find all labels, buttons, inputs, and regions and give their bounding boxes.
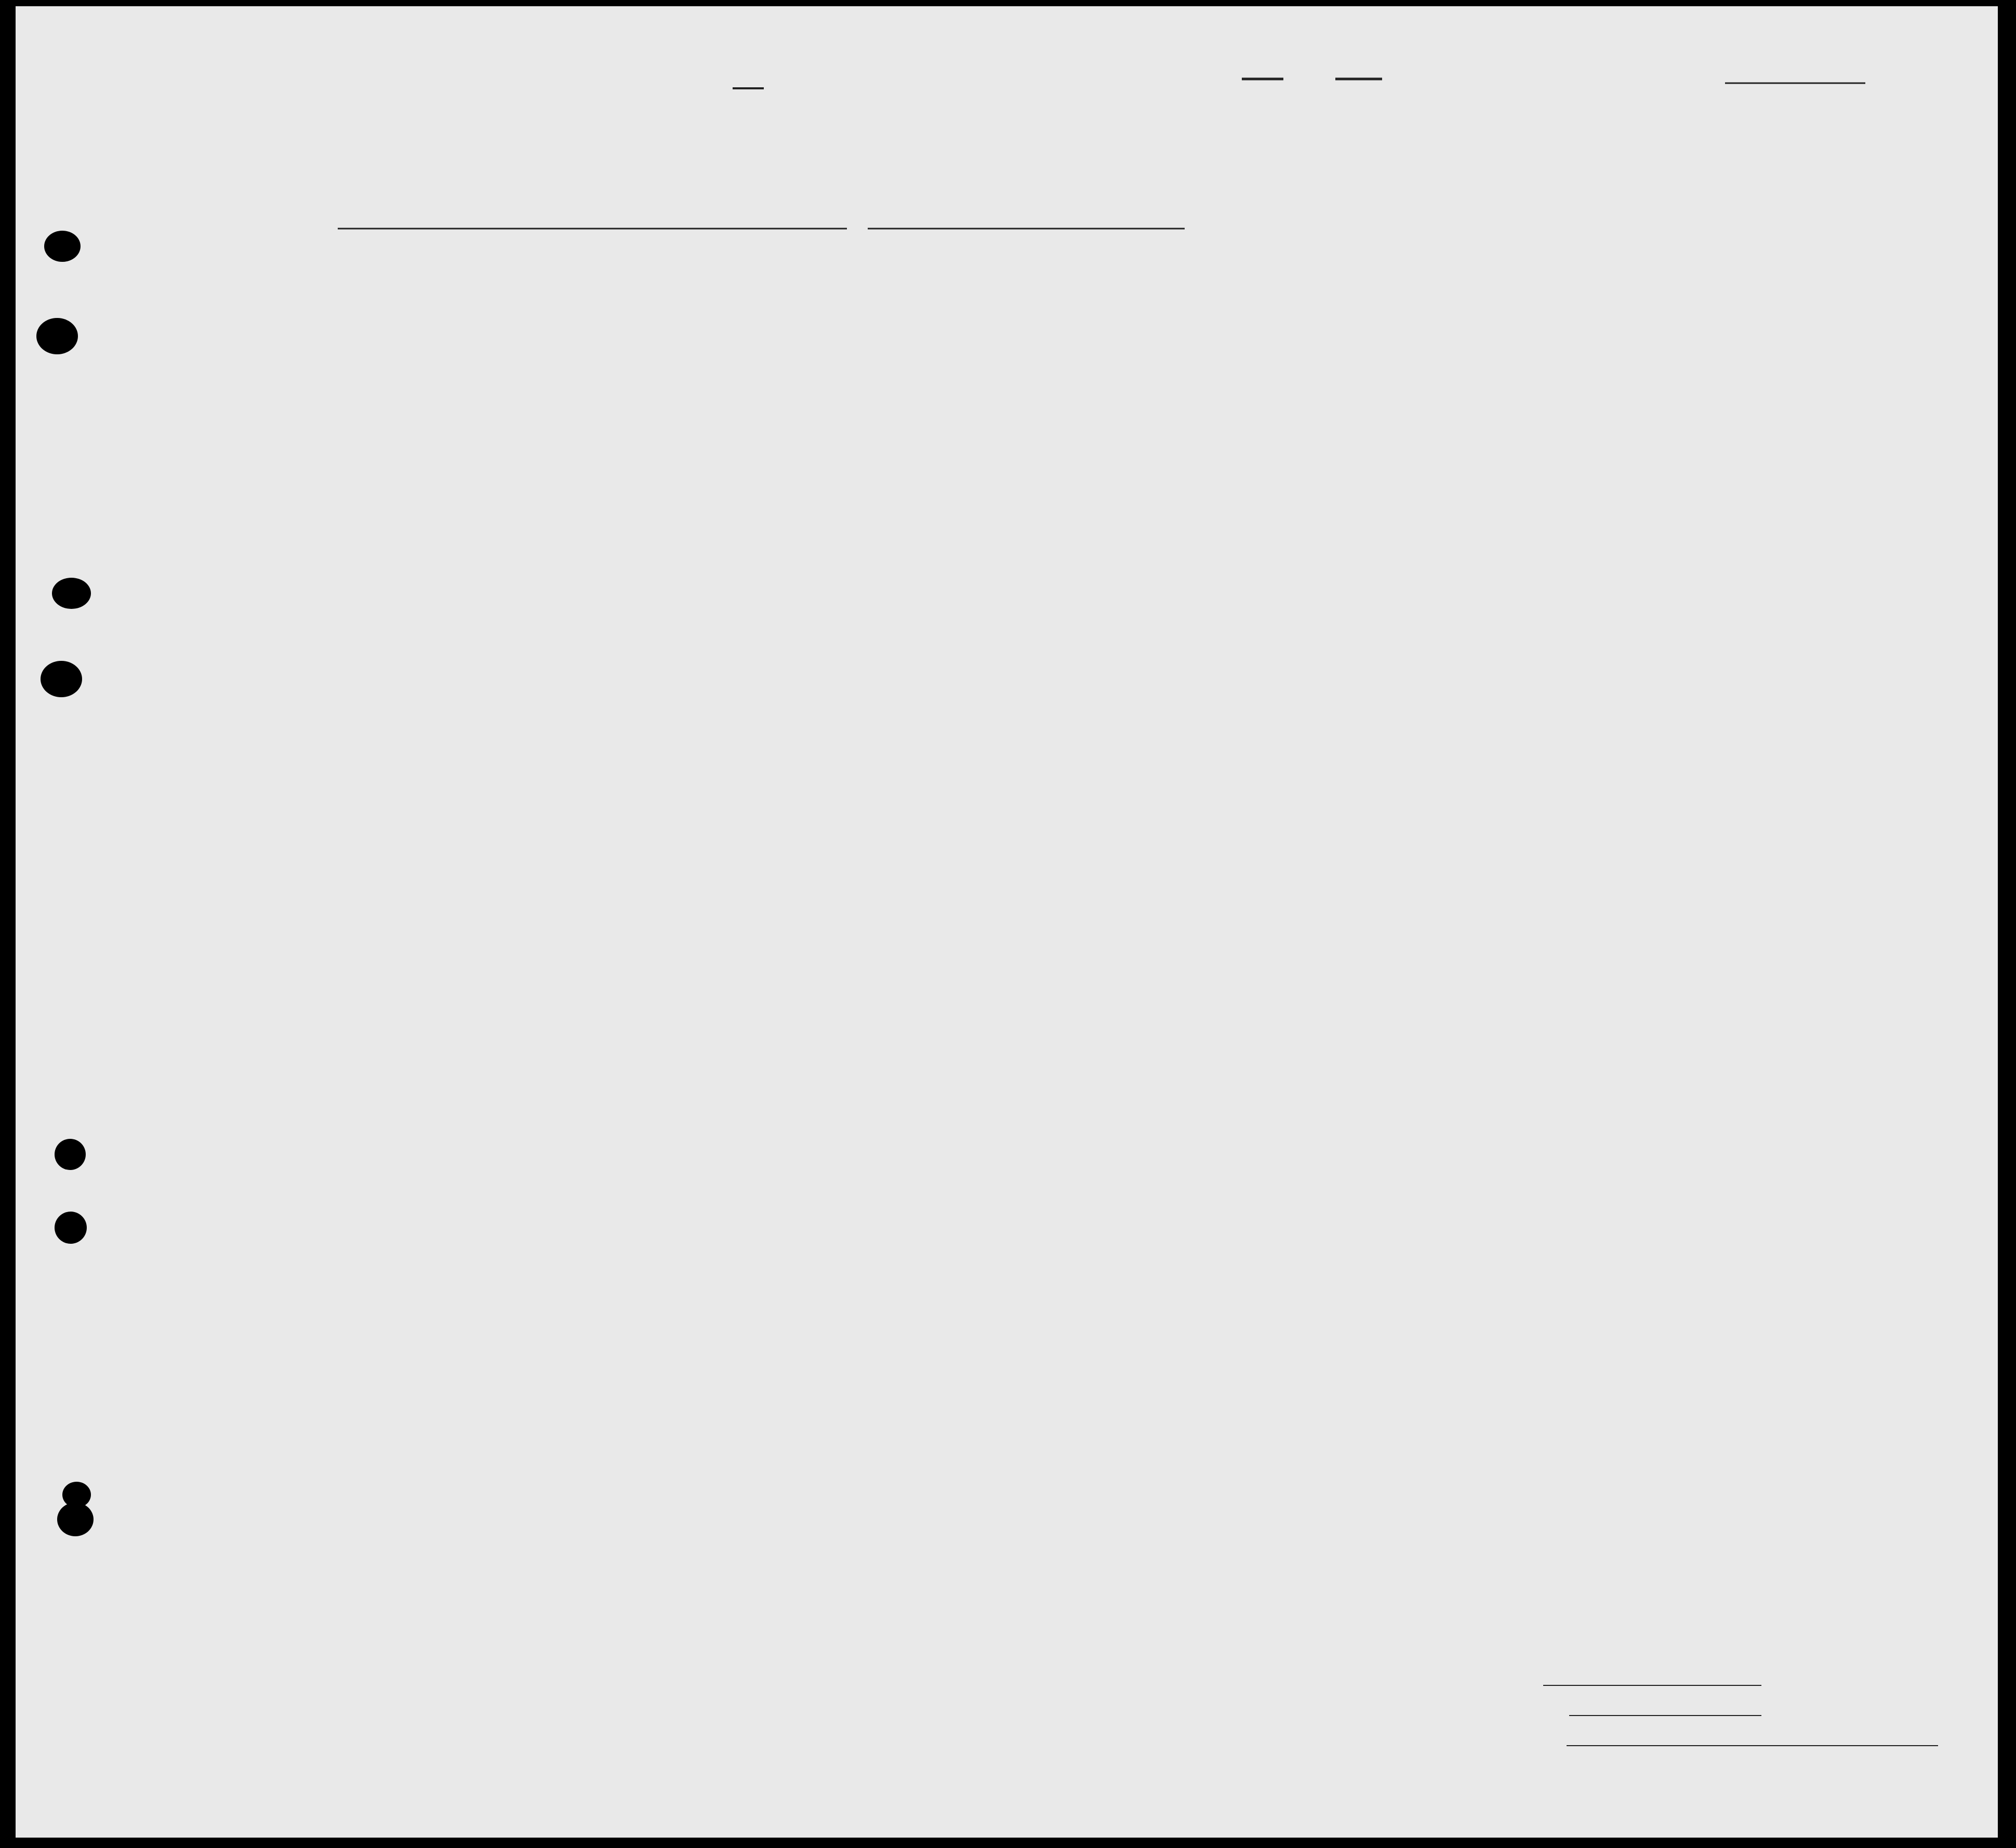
manifest-sheet bbox=[16, 6, 1998, 1838]
binder-hole bbox=[36, 318, 78, 354]
binder-hole bbox=[55, 1212, 87, 1244]
binder-hole bbox=[44, 231, 81, 262]
binder-hole bbox=[57, 1503, 94, 1536]
binder-hole bbox=[55, 1139, 86, 1170]
binder-hole bbox=[41, 661, 82, 697]
binder-hole bbox=[52, 578, 91, 609]
manifest-grid bbox=[16, 6, 1998, 1838]
footer-rules bbox=[1470, 1658, 1938, 1747]
